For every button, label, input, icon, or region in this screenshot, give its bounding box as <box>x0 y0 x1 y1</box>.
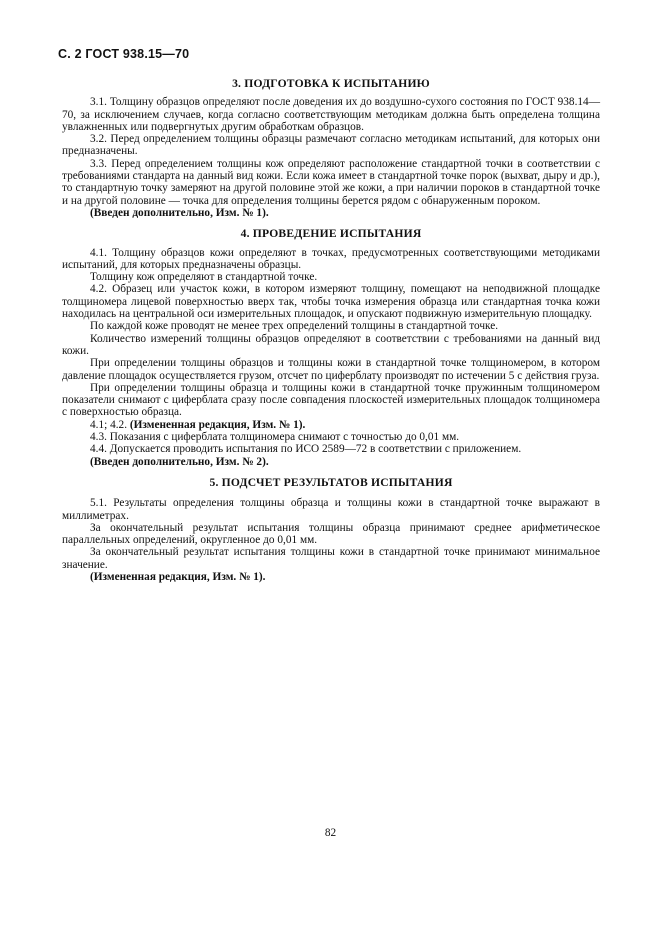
section-5-title: 5. ПОДСЧЕТ РЕЗУЛЬТАТОВ ИСПЫТАНИЯ <box>209 475 453 489</box>
page-header: С. 2 ГОСТ 938.15—70 <box>58 47 190 61</box>
paragraph-5-1-c: За окончательный результат испытания толщины кожи в стандартной точке принимают минимальное значение. <box>62 546 600 571</box>
page-number: 82 <box>324 827 337 839</box>
paragraph-5-1-b: За окончательный результат испытания толщины образца принимают среднее арифметическое параллельных определений, округленное до 0,01 мм. <box>62 521 600 547</box>
amendment-note-4-2: (Введен дополнительно, Изм. № 2). <box>90 455 269 468</box>
paragraph-4-2-b: По каждой коже проводят не менее трех определений толщины в стандартной точке. <box>90 320 499 333</box>
paragraph-4-2-e: При определении толщины образца и толщины кожи в стандартной точке пружинным толщиномером показатели снимают с циферблата сразу после совпадения плоскостей измерительных площадок толщиномера с поверхностью образца. <box>62 381 600 419</box>
section-3-title: 3. ПОДГОТОВКА К ИСПЫТАНИЮ <box>232 77 430 90</box>
paragraph-5-1: 5.1. Результаты определения толщины образца и толщины кожи в стандартной точке выражают в миллиметрах. <box>62 497 600 522</box>
paragraph-4-3: 4.3. Показания с циферблата толщиномера снимают с точностью до 0,01 мм. <box>90 431 460 444</box>
amendment-note-3: (Введен дополнительно, Изм. № 1). <box>90 206 269 219</box>
amendment-note-4 <box>62 419 600 431</box>
paragraph-4-2-d: При определении толщины образцов и толщины кожи в стандартной точке толщиномером, в котором давление площадок осуществляется грузом, отсчет по циферблату производят по истечении 5 с действия груза. <box>62 357 600 382</box>
paragraph-4-2: 4.2. Образец или участок кожи, в котором измеряют толщину, помещают на неподвижной площадке толщиномера лицевой поверхностью вверх так, чтобы точка измерения образца или стандартная точка кожи находилась на центральной оси измерительных площадок, и опускают подвижную измерительную площадку. <box>62 283 600 321</box>
paragraph-3-3: 3.3. Перед определением толщины кож определяют расположение стандартной точки в соответствии с требованиями стандарта на данный вид кожи. Если кожа имеет в стандартной точке порок (выхват, дыру и др.), то стандартную точку замеряют на другой половине этой же кожи, а при наличии пороков в стандартной точке и на другой половине — точка для определения толщины берется рядом с обнаруженным пороком. <box>62 157 600 207</box>
paragraph-3-1: 3.1. Толщину образцов определяют после доведения их до воздушно-сухого состояния по ГОСТ 938.14—70, за исключением случаев, когда согласно соответствующим методикам должна быть определена толщина увлажненных или подвергнутых другим обработкам образцов. <box>62 96 600 133</box>
paragraph-4-2-c: Количество измерений толщины образцов определяют в соответствии с требованиями на данный вид кожи. <box>62 332 600 357</box>
section-4-title: 4. ПРОВЕДЕНИЕ ИСПЫТАНИЯ <box>240 227 422 241</box>
amendment-note-5: (Измененная редакция, Изм. № 1). <box>90 570 266 583</box>
paragraph-4-1-b: Толщину кож определяют в стандартной точке. <box>90 271 318 284</box>
amendment-note-4-prefix: 4.1; 4.2. <box>90 418 128 431</box>
paragraph-4-4: 4.4. Допускается проводить испытания по ИСО 2589—72 в соответствии с приложением. <box>90 443 522 456</box>
amendment-note-4-text: (Измененная редакция, Изм. № 1). <box>129 418 306 431</box>
paragraph-4-1: 4.1. Толщину образцов кожи определяют в точках, предусмотренных соответствующими методиками испытаний, для которых предназначены образцы. <box>62 246 600 271</box>
paragraph-3-2: 3.2. Перед определением толщины образцы размечают согласно методикам испытаний, для которых они предназначены. <box>62 133 600 158</box>
document-body <box>62 78 600 583</box>
